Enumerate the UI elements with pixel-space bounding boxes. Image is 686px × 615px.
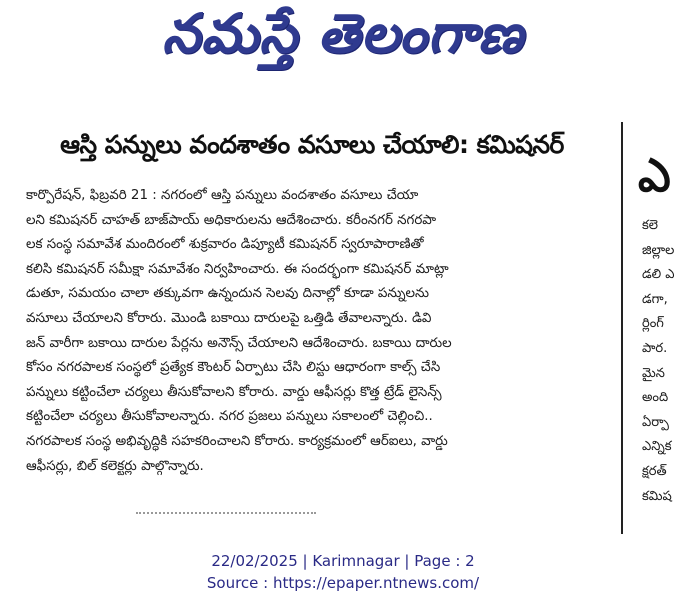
adjacent-line: డలి ఎ <box>642 267 675 283</box>
adjacent-line: ఏర్పా <box>642 414 669 430</box>
adjacent-line: పార. <box>642 340 668 356</box>
article-line: లని కమిషనర్ చాహత్ బాజ్‌పాయ్ అధికారులను ఆదేశించారు. కరీంనగర్ నగరపా <box>26 212 437 228</box>
article-line: లక సంస్థ సమావేశ మందిరంలో శుక్రవారం డిప్యూటీ కమిషనర్ స్వరూపారాణితో <box>26 237 424 253</box>
article-line: ఆఫీసర్లు, బిల్ కలెక్టర్లు పాల్గొన్నారు. <box>26 458 204 474</box>
article-line: కలిసి కమిషనర్ సమీక్షా సమావేశం నిర్వహించారు. ఈ సందర్భంగా కమిషనర్ మాట్లా <box>26 261 449 277</box>
article-line: కార్పొరేషన్, ఫిబ్రవరి 21 : నగరంలో ఆస్తి పన్నులు వందశాతం వసూలు చేయా <box>26 188 419 203</box>
adjacent-line: కమిష <box>642 488 672 504</box>
adjacent-line: అంది <box>642 390 669 406</box>
article-line: జన్ వారీగా బకాయి దారుల పేర్లను అనౌన్స్ చేయాలని ఆదేశించారు. బకాయి దారుల <box>26 335 452 351</box>
article-line: కట్టించేలా చర్యలు తీసుకోవాలన్నారు. నగర ప్రజలు పన్నులు సకాలంలో చెల్లించి.. <box>26 409 433 425</box>
article-line: పన్నులు కట్టించేలా చర్యలు తీసుకోవాలని కోరారు. వార్డు ఆఫీసర్లు కొత్త ట్రేడ్ లైసెన్స్ <box>26 384 442 400</box>
source-url: Source : https://epaper.ntnews.com/ <box>206 574 480 592</box>
newspaper-masthead <box>0 0 686 78</box>
article-line: కోసం నగరపాలక సంస్థలో ప్రత్యేక కౌంటర్ ఏర్పాటు చేసి లిస్టు ఆధారంగా కాల్స్ చేసి <box>26 360 441 376</box>
adjacent-line: క్షరత్ <box>642 463 667 479</box>
adjacent-headline: ఎ <box>638 148 671 202</box>
article-line: నగరపాలక సంస్థ అభివృద్ధికి సహకరించాలని కోరారు. కార్యక్రమంలో ఆర్‌ఐలు, వార్డు <box>26 433 448 449</box>
article-body <box>26 184 598 479</box>
clipping-cut-edge <box>136 506 316 514</box>
adjacent-line: జిల్లాల <box>642 242 675 258</box>
article-headline: ఆస్తి పన్నులు వందశాతం వసూలు చేయాలి: కమిషనర్ <box>60 130 564 159</box>
column-divider <box>621 122 623 534</box>
source-footer <box>0 550 686 594</box>
adjacent-body <box>642 214 686 509</box>
adjacent-line: ర్లింగ్ <box>642 316 664 332</box>
article-line: డుతూ, సమయం చాలా తక్కువగా ఉన్నందున సెలవు దినాల్లో కూడా పన్నులను <box>26 286 429 302</box>
article-clipping <box>16 118 608 534</box>
adjacent-line: డగా, <box>642 291 668 307</box>
date-edition-page: 22/02/2025 | Karimnagar | Page : 2 <box>211 552 475 570</box>
adjacent-line: మైన <box>642 365 665 381</box>
article-line: వసూలు చేయాలని కోరారు. మొండి బకాయి దారులపై ఒత్తిడి తేవాలన్నారు. డివి <box>26 310 432 326</box>
adjacent-article-column <box>628 118 686 534</box>
newspaper-logo: నమస్తే తెలంగాణ <box>162 2 524 65</box>
adjacent-line: కలె <box>642 218 659 233</box>
adjacent-line: ఎన్నిక <box>642 439 672 455</box>
